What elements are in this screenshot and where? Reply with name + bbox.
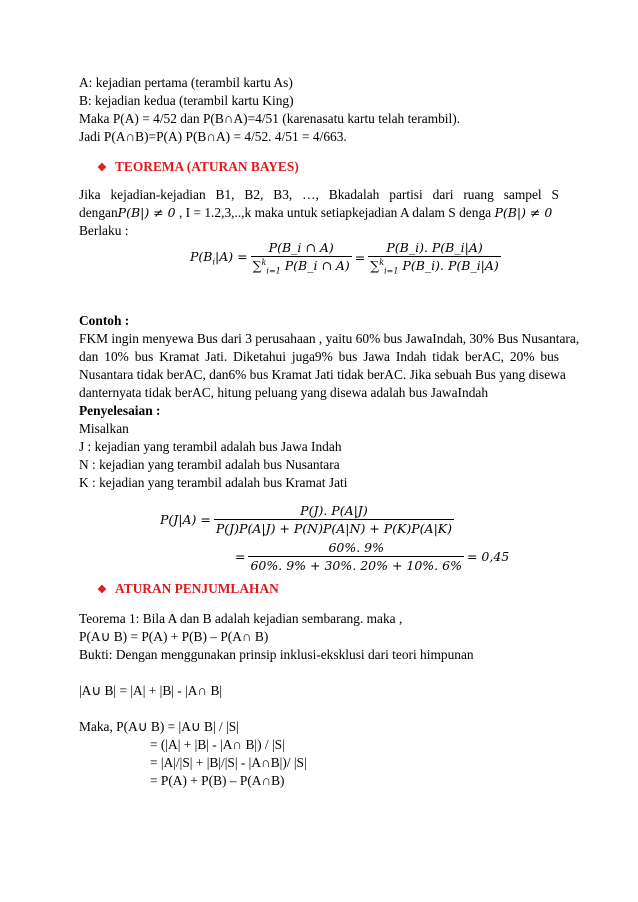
bayes-paragraph-line1: Jika kejadian-kejadian B1, B2, B3, …, Bkadalah partisi dari ruang sampel S <box>79 187 559 202</box>
math-inline: P(B|) ≠ 0 <box>117 205 176 220</box>
equals-sign: = <box>235 549 246 564</box>
bayes-paragraph-line3: Berlaku : <box>79 223 129 238</box>
formula-fraction-2: $\frac{P(B\_i). P(B\_i|A)}{\sum^k_{i=1} P(B\_i). P(B\_i|A)}$ <box>370 240 499 276</box>
definition-line: K : kejadian yang terambil adalah bus Kramat Jati <box>79 475 348 490</box>
derivation-line: = P(A) + P(B) – P(A∩B) <box>150 773 285 788</box>
equals-sign: = <box>354 250 366 266</box>
example-line: dan 10% bus Kramat Jati. Diketahui juga9% bus Jawa Indah tidak berAC, 20% bus <box>79 349 559 364</box>
proof-line: Bukti: Dengan menggunakan prinsip inklusi-eksklusi dari teori himpunan <box>79 647 474 662</box>
intro-line-b: B: kejadian kedua (terambil kartu King) <box>79 93 294 108</box>
example-formula-line2 <box>235 540 509 573</box>
derivation-line: Maka, P(A∪ B) = |A∪ B| / |S| <box>79 719 239 734</box>
section-heading-bayes <box>97 159 299 176</box>
intro-line-probability: Maka P(A) = 4/52 dan P(B∩A)=4/51 (karenasatu kartu telah terambil). <box>79 111 461 126</box>
intro-line-a: A: kejadian pertama (terambil kartu As) <box>79 75 293 90</box>
diamond-bullet-icon: ❖ <box>97 584 107 596</box>
section-title: TEOREMA (ATURAN BAYES) <box>115 159 299 174</box>
text-segment: , I = 1.2,3,..,k maka untuk setiapkejadian A dalam S denga <box>175 205 495 220</box>
theorem-line: Teorema 1: Bila A dan B adalah kejadian sembarang. maka , <box>79 611 403 626</box>
formula-result: = 0,45 <box>466 549 510 564</box>
example-formula-line1 <box>160 503 457 536</box>
set-identity: |A∪ B| = |A| + |B| - |A∩ B| <box>79 683 223 698</box>
example-line: FKM ingin menyewa Bus dari 3 perusahaan , yaitu 60% bus JawaIndah, 30% Bus Nusantara, <box>79 331 580 346</box>
formula-lhs: P(J|A) = <box>160 512 211 527</box>
derivation-line: = |A|/|S| + |B|/|S| - |A∩B|)/ |S| <box>150 755 307 770</box>
theorem-formula: P(A∪ B) = P(A) + P(B) – P(A∩ B) <box>79 629 269 644</box>
example-line: danternyata tidak berAC, hitung peluang yang disewa adalah bus JawaIndah <box>79 385 489 400</box>
solution-heading: Penyelesaian : <box>79 403 161 418</box>
section-heading-addition <box>97 581 279 598</box>
section-title: ATURAN PENJUMLAHAN <box>115 581 279 596</box>
bayes-paragraph-line2 <box>79 205 552 221</box>
definition-line: J : kejadian yang terambil adalah bus Jawa Indah <box>79 439 342 454</box>
definition-line: Misalkan <box>79 421 129 436</box>
bayes-formula <box>190 240 504 276</box>
derivation-line: = (|A| + |B| - |A∩ B|) / |S| <box>150 737 285 752</box>
diamond-bullet-icon: ❖ <box>97 162 107 174</box>
intro-line-result: Jadi P(A∩B)=P(A) P(B∩A) = 4/52. 4/51 = 4/663. <box>79 129 347 144</box>
definition-line: N : kejadian yang terambil adalah bus Nusantara <box>79 457 340 472</box>
formula-fraction: $\frac{P(J). P(A|J)}{P(J)P(A|J) + P(N)P(A|N) + P(K)P(A|K)}$ <box>215 503 452 536</box>
example-heading: Contoh : <box>79 313 130 328</box>
text-segment: dengan <box>79 205 118 220</box>
formula-fraction: $\frac{60\%. 9\%}{60\%. 9\% + 30\%. 20\% + 10\%. 6\%}$ <box>250 540 462 573</box>
formula-lhs: $P(B_i|A)$ = <box>190 249 248 267</box>
example-line: Nusantara tidak berAC, dan6% bus Kramat Jati tidak berAC. Jika sebuah Bus yang disewa <box>79 367 566 382</box>
math-inline: P(B|) ≠ 0 <box>494 205 553 220</box>
formula-fraction-1: $\frac{P(B\_i \cap A)}{\sum^k_{i=1} P(B\_i \cap A)}$ <box>252 240 350 276</box>
